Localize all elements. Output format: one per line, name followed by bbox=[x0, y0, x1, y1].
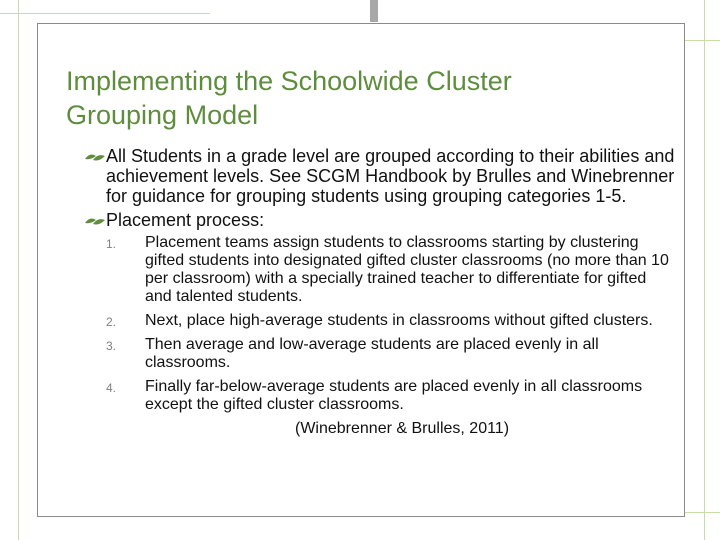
bullet-item bbox=[76, 146, 676, 206]
decor-line-right-vertical bbox=[704, 0, 705, 540]
step-number: 1. bbox=[106, 237, 117, 251]
decor-line-left-vertical bbox=[18, 0, 19, 540]
step-number: 3. bbox=[106, 339, 117, 353]
bullet-item bbox=[76, 210, 676, 230]
decor-line-top-left bbox=[0, 13, 210, 14]
slide-top-tab bbox=[370, 0, 378, 22]
slide-title: Implementing the Schoolwide Cluster Grouping Model bbox=[66, 66, 512, 130]
list-item bbox=[106, 336, 676, 372]
list-item bbox=[106, 378, 676, 414]
step-text: Placement teams assign students to classrooms starting by clustering gifted students into designated gifted cluster classrooms (no more than 10 per classroom) with a specially trained teacher to differentiate for gifted and talented students. bbox=[145, 234, 669, 305]
step-number: 2. bbox=[106, 315, 117, 329]
citation: (Winebrenner & Brulles, 2011) bbox=[295, 420, 510, 437]
slide-content bbox=[76, 146, 676, 438]
step-text: Next, place high-average students in classrooms without gifted clusters. bbox=[145, 312, 653, 329]
list-item bbox=[106, 312, 676, 330]
placement-steps-list bbox=[76, 234, 676, 414]
bullet-text: Placement process: bbox=[106, 210, 265, 230]
step-text: Finally far-below-average students are placed evenly in all classrooms except the gifted cluster classrooms. bbox=[145, 378, 643, 413]
list-item bbox=[106, 234, 676, 306]
step-text: Then average and low-average students are placed evenly in all classrooms. bbox=[145, 336, 599, 371]
leaf-bullet-icon bbox=[84, 215, 106, 227]
step-number: 4. bbox=[106, 381, 117, 395]
leaf-bullet-icon bbox=[84, 151, 106, 163]
bullet-text: All Students in a grade level are grouped according to their abilities and achievement levels. See SCGM Handbook by Brulles and Winebrenner for guidance for grouping students using grouping categories 1-5. bbox=[106, 146, 675, 206]
